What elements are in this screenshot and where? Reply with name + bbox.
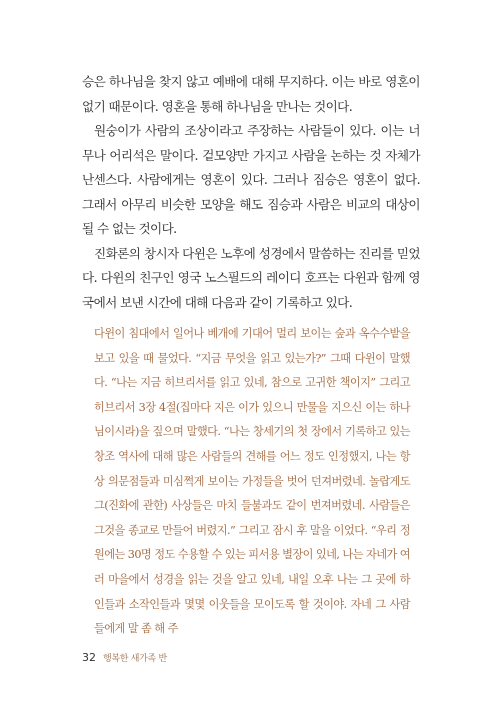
running-title: 행복한 새가족 반 — [103, 654, 167, 664]
page-footer — [82, 651, 167, 664]
paragraph-1: 승은 하나님을 찾지 않고 예배에 대해 무지하다. 이는 바로 영혼이 없기 때문이다. 영혼을 통해 하나님을 만나는 것이다. — [82, 74, 420, 114]
quote-paragraph: 다윈이 침대에서 일어나 베개에 기대어 멀리 보이는 숲과 옥수수밭을 보고 있을 때 물었다. “지금 무엇을 읽고 있는가?” 그때 다윈이 말했다. “나는 지금 히브리서를 읽고 있네, 참으로 고귀한 책이지” 그리고 히브리서 3장 4절(집마다 지은 이가 있으니 만물을 지으신 이는 하나님이시라)을 짚으며 말했다. “나는 창세기의 첫 장에서 기록하고 있는 창조 역사에 대해 많은 사람들의 견해를 어느 정도 인정했지, 나는 항상 의문점들과 미심쩍게 보이는 가정들을 벗어 던져버렸네. 놀랍게도 그(진화에 관한) 사상들은 마치 들불과도 같이 번져버렸네. 사람들은 그것을 종교로 만들어 버렸지.” 그리고 잠시 후 말을 이었다. “우리 정원에는 30명 정도 수용할 수 있는 피서용 별장이 있네, 나는 자네가 여러 마을에서 성경을 읽는 것을 알고 있네, 내일 오후 나는 그 곳에 하인들과 소작인들과 몇몇 이웃들을 모이도록 할 것이야. 자네 그 사람들에게 말 좀 해 주 — [94, 327, 410, 636]
quote-block — [94, 322, 410, 642]
paragraph-2: 원숭이가 사람의 조상이라고 주장하는 사람들이 있다. 이는 너무나 어리석은 말이다. 겉모양만 가지고 사람을 논하는 것 자체가 난센스다. 사람에게는 영혼이 있다. 그러나 짐승은 영혼이 없다. 그래서 아무리 비슷한 모양을 해도 짐승과 사람은 비교의 대상이 될 수 없는 것이다. — [82, 123, 420, 236]
paragraph-3: 진화론의 창시자 다윈은 노후에 성경에서 말씀하는 진리를 믿었다. 다윈의 친구인 영국 노스필드의 레이디 호프는 다윈과 함께 영국에서 보낸 시간에 대해 다음과 같이 기록하고 있다. — [82, 245, 420, 310]
main-text — [82, 70, 420, 315]
page-number: 32 — [82, 651, 96, 664]
